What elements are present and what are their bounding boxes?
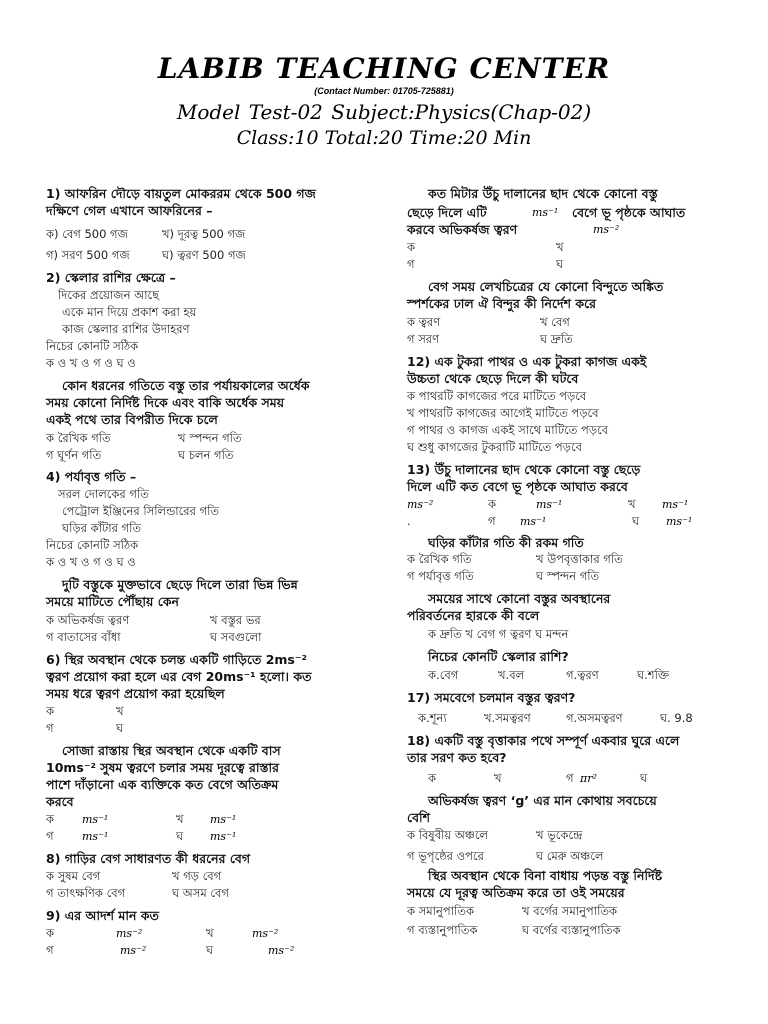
option-text: ঘ) ত্বরণ 500 গজ — [162, 248, 246, 262]
unit-text: ms⁻¹ — [210, 813, 237, 826]
option-text: খ.বল — [498, 668, 525, 682]
option-text: খ গড় বেগ — [172, 869, 222, 883]
option-text: খ.সমত্বরণ — [484, 711, 531, 725]
question-text: একই পথে তার বিপরীত দিকে চলে — [46, 412, 218, 427]
option-text: ক.বেগ — [428, 668, 459, 682]
option-text: দিকের প্রয়োজন আছে — [58, 288, 160, 302]
question-text: পরিবর্তনের হারকে কী বলে — [407, 608, 540, 623]
unit-text: ms⁻¹ — [532, 206, 559, 219]
question-text: দিলে এটি কত বেগে ভূ পৃষ্ঠকে আঘাত করবে — [407, 479, 628, 494]
unit-text: ms⁻² — [407, 498, 434, 511]
question-text: সময় কোনো নির্দিষ্ট দিকে এবং বাকি অর্ধেক সময় — [46, 395, 285, 410]
unit-text: ms⁻² — [252, 927, 279, 940]
question-text: সময়ে মাটিতে পৌঁছায় কেন — [46, 594, 179, 609]
option-text: ক রৈখিক গতি — [46, 431, 111, 445]
option-text: খ পাথরটি কাগজের আগেই মাটিতে পড়বে — [407, 406, 599, 420]
option-text: খ বর্গের সমানুপাতিক — [522, 904, 618, 918]
option-text: খ) দূরত্ব 500 গজ — [162, 227, 246, 241]
question-text: অভিকর্ষজ ত্বরণ ‘g’ এর মান কোথায় সবচেয়ে — [428, 793, 657, 808]
option-text: খ উপবৃত্তাকার গতি — [536, 552, 623, 566]
center-title: LABIB TEACHING CENTER — [157, 52, 611, 85]
option-text: খ স্পন্দন গতি — [178, 431, 242, 445]
option-text: গ তাৎক্ষণিক বেগ — [46, 886, 126, 900]
option-text: ক — [428, 771, 437, 785]
question-text: বেশি — [407, 810, 431, 825]
option-text: ক) বেগ 500 গজ — [46, 227, 128, 241]
question-text: 10ms⁻² সুষম ত্বরণে চলার সময় দূরত্বে রাস্তার — [46, 760, 279, 775]
option-text: ক ও খ ও গ ও ঘ ও — [46, 555, 136, 569]
option-text: গ — [46, 829, 54, 843]
option-text: গ) সরণ 500 গজ — [46, 248, 130, 262]
option-text: গ ব্যস্তানুপাতিক — [407, 923, 478, 937]
unit-text: ms⁻¹ — [662, 498, 689, 511]
option-text: গ — [488, 514, 496, 528]
option-text: ঘ. 9.8 — [660, 711, 693, 725]
option-text: খ — [116, 704, 124, 718]
question-text: তার সরণ কত হবে? — [407, 750, 507, 765]
option-text: গ ভূপৃষ্ঠের ওপরে — [407, 849, 484, 863]
question-text: দুটি বস্তুকে মুক্তভাবে ছেড়ে দিলে তারা ভিন্ন ভিন্ন — [62, 577, 298, 592]
question-text: কত মিটার উঁচু দালানের ছাদ থেকে কোনো বস্তু — [428, 186, 658, 201]
unit-text: ms⁻¹ — [666, 515, 693, 528]
option-text: খ — [206, 926, 214, 940]
question-text: করবে অভিকর্ষজ ত্বরণ — [407, 222, 518, 237]
question-text: 6) স্থির অবস্থান থেকে চলন্ত একটি গাড়িতে 2ms⁻² — [46, 652, 307, 667]
option-text: গ — [46, 721, 54, 735]
question-text: 17) সমবেগে চলমান বস্তুর ত্বরণ? — [407, 690, 576, 705]
unit-text: πr² — [580, 772, 597, 785]
option-text: . — [407, 514, 411, 528]
option-text: ক ত্বরণ — [407, 315, 441, 329]
option-text: গ.অসমত্বরণ — [566, 711, 623, 725]
option-text: ঘ মেরু অঞ্চলে — [536, 849, 604, 863]
option-text: গ পর্যাবৃত্ত গতি — [407, 569, 474, 583]
option-text: ঘ — [632, 514, 640, 528]
option-text: ঘ — [556, 257, 564, 271]
option-text: খ — [628, 497, 636, 511]
question-text: সময়ের সাথে কোনো বস্তুর অবস্থানের — [428, 591, 611, 606]
question-text: দক্ষিণে গেল এখানে আফরিনের – — [46, 203, 213, 218]
question-text: করবে — [46, 794, 74, 809]
option-text: ক রৈখিক গতি — [407, 552, 472, 566]
option-text: খ — [494, 771, 502, 785]
question-text: বেগে ভূ পৃষ্ঠকে আঘাত — [572, 205, 686, 220]
option-text: ক — [46, 704, 55, 718]
option-text: ঘ — [176, 829, 184, 843]
option-text: কাজ স্কেলার রাশির উদাহরণ — [62, 322, 190, 336]
option-text: ক সুষম বেগ — [46, 869, 101, 883]
question-text: 2) স্কেলার রাশির ক্ষেত্রে – — [46, 270, 176, 285]
option-text: নিচের কোনটি সঠিক — [46, 538, 139, 552]
question-text: 9) এর আদর্শ মান কত — [46, 908, 159, 923]
option-text: গ ঘূর্ণন গতি — [46, 448, 102, 462]
unit-text: ms⁻¹ — [520, 515, 547, 528]
option-text: ঘ অসম বেগ — [172, 886, 229, 900]
option-text: ক — [407, 240, 416, 254]
option-text: ঘড়ির কাঁটার গতি — [62, 521, 142, 535]
option-text: ক সমানুপাতিক — [407, 904, 474, 918]
option-text: ঘ — [116, 721, 124, 735]
unit-text: ms⁻¹ — [82, 830, 109, 843]
option-text: ঘ — [206, 943, 214, 957]
contact-number: (Contact Number: 01705-725881) — [314, 86, 454, 96]
option-text: গ পাথর ও কাগজ একই সাথে মাটিতে পড়বে — [407, 423, 609, 437]
question-text: 18) একটি বস্তু বৃত্তাকার পথে সম্পূর্ণ একবার ঘুরে এলে — [407, 733, 680, 748]
unit-text: ms⁻¹ — [82, 813, 109, 826]
option-text: গ বাতাসের বাঁধা — [46, 630, 121, 644]
option-text: খ বেগ — [540, 315, 570, 329]
option-text: গ.ত্বরণ — [566, 668, 599, 682]
option-text: ঘ সবগুলো — [210, 630, 262, 644]
option-text: ক — [46, 926, 55, 940]
question-text: 4) পর্যাবৃত্ত গতি – — [46, 469, 137, 484]
option-text: ক অভিকর্ষজ ত্বরণ — [46, 613, 130, 627]
question-text: নিচের কোনটি স্কেলার রাশি? — [428, 649, 569, 664]
option-text: ক পাথরটি কাগজের পরে মাটিতে পড়বে — [407, 389, 587, 403]
option-text: খ — [176, 812, 184, 826]
option-text: ক ও খ ও গ ও ঘ ও — [46, 356, 136, 370]
option-text: গ — [46, 943, 54, 957]
question-text: 8) গাড়ির বেগ সাধারণত কী ধরনের বেগ — [46, 851, 251, 866]
question-text: স্থির অবস্থান থেকে বিনা বাধায় পড়ন্ত বস্তু নির্দিষ্ট — [428, 868, 663, 883]
question-text: ঘড়ির কাঁটার গতি কী রকম গতি — [428, 535, 584, 550]
test-subject-line: Model Test-02 Subject:Physics(Chap-02) — [176, 100, 592, 124]
question-text: ছেড়ে দিলে এটি — [407, 205, 487, 220]
class-total-time-line: Class:10 Total:20 Time:20 Min — [236, 127, 532, 149]
option-text: ক — [488, 497, 497, 511]
option-text: ক দ্রুতি খ বেগ গ ত্বরণ ঘ মন্দন — [428, 627, 569, 641]
unit-text: ms⁻² — [120, 944, 147, 957]
option-text: খ ভূকেন্দ্রে — [536, 828, 583, 842]
option-text: একে মান দিয়ে প্রকাশ করা হয় — [62, 305, 197, 319]
option-text: ঘ বর্গের ব্যস্তানুপাতিক — [522, 923, 621, 937]
option-text: ক বিষুবীয় অঞ্চলে — [407, 828, 489, 842]
question-text: বেগ সময় লেখচিত্রের যে কোনো বিন্দুতে অঙ্কিত — [428, 279, 664, 294]
option-text: গ সরণ — [407, 332, 440, 346]
question-text: কোন ধরনের গতিতে বস্তু তার পর্যায়কালের অর্ধেক — [62, 378, 310, 393]
option-text: গ — [566, 771, 574, 785]
unit-text: ms⁻² — [116, 927, 143, 940]
unit-text: ms⁻¹ — [536, 498, 563, 511]
option-text: ঘ চলন গতি — [178, 448, 234, 462]
option-text: ঘ শুধু কাগজের টুকরাটি মাটিতে পড়বে — [407, 440, 582, 454]
option-text: পেট্রোল ইঞ্জিনের সিলিন্ডারের গতি — [62, 504, 220, 518]
option-text: ঘ — [640, 771, 648, 785]
option-text: ক.শূন্য — [418, 711, 447, 725]
question-text: সময়ে যে দূরত্ব অতিক্রম করে তা ওই সময়ের — [407, 885, 625, 900]
option-text: ঘ.শক্তি — [637, 668, 670, 682]
question-text: 13) উঁচু দালানের ছাদ থেকে কোনো বস্তু ছেড়ে — [407, 462, 641, 477]
question-text: 12) এক টুকরা পাথর ও এক টুকরা কাগজ একই — [407, 354, 647, 369]
option-text: খ — [556, 240, 564, 254]
question-text: 1) আফরিন দৌড়ে বায়তুল মোকররম থেকে 500 গজ — [46, 186, 316, 201]
option-text: সরল দোলকের গতি — [58, 487, 149, 501]
unit-text: ms⁻² — [593, 223, 620, 236]
question-text: স্পর্শকের ঢাল ঐ বিন্দুর কী নির্দেশ করে — [407, 296, 596, 311]
option-text: ঘ স্পন্দন গতি — [536, 569, 600, 583]
question-text: উচ্চতা থেকে ছেড়ে দিলে কী ঘটবে — [407, 371, 579, 386]
option-text: ঘ দ্রুতি — [540, 332, 573, 346]
question-text: ত্বরণ প্রয়োগ করা হলে এর বেগ 20ms⁻¹ হলো। কত — [46, 669, 312, 684]
option-text: নিচের কোনটি সঠিক — [46, 339, 139, 353]
option-text: খ বস্তুর ভর — [210, 613, 261, 627]
question-text: পাশে দাঁড়ানো এক ব্যক্তিকে কত বেগে অতিক্রম — [46, 777, 279, 792]
unit-text: ms⁻² — [268, 944, 295, 957]
option-text: গ — [407, 257, 415, 271]
question-text: সময় ধরে ত্বরণ প্রয়োগ করা হয়েছিল — [46, 686, 225, 701]
unit-text: ms⁻¹ — [210, 830, 237, 843]
question-text: সোজা রাস্তায় স্থির অবস্থান থেকে একটি বাস — [62, 743, 281, 758]
option-text: ক — [46, 812, 55, 826]
